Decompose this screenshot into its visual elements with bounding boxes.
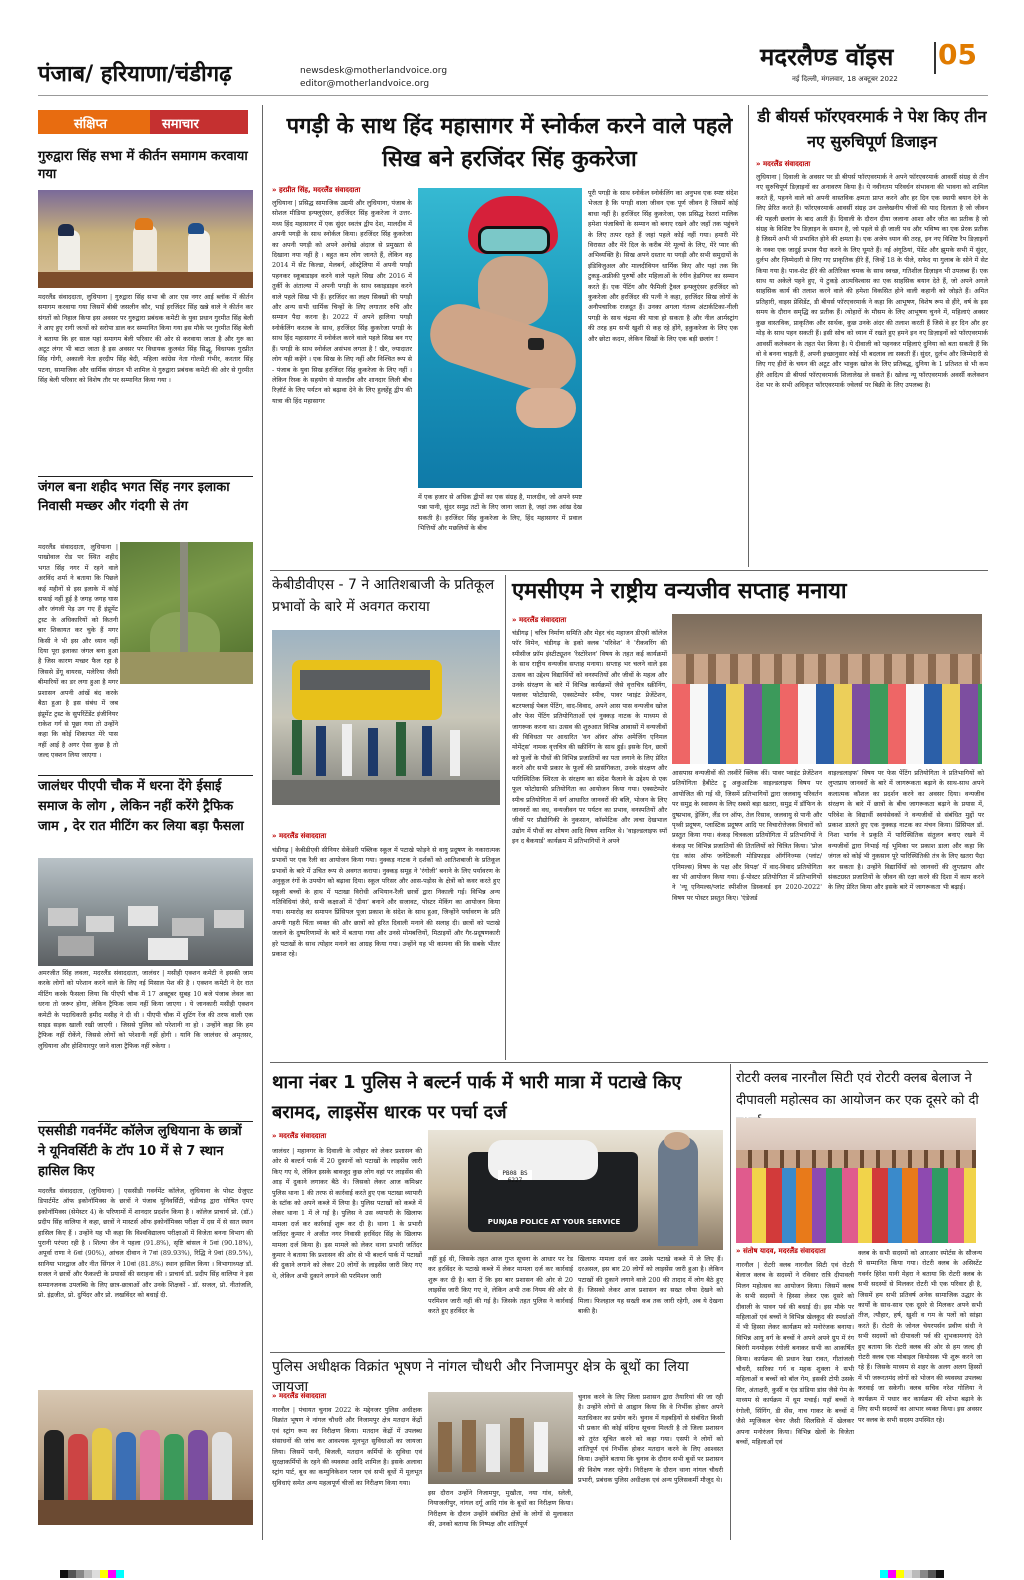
- police-body-col2: चुनाव करने के लिए जिला प्रशासन द्वारा तैयारियां की जा रही है। उन्होंने लोगों से आह्वान किया कि वे निर्भीक होकर अपने मताधिकार का प्रयोग करें। चुनाव में गड़बड़ियों से संबंधित किसी भी प्रकार की कोई संदिग्ध सूचना मिलती है तो जिला प्रशासन को तुरंत सूचित करने को कहा गया। एसपी ने लोगों को शांतिपूर्ण एवं निर्भीक होकर मतदान करने के लिए आश्वस्त किया। उन्होंने बताया कि चुनाव के दौरान सभी बूथों पर प्रशासन की विशेष नजर रहेगी। निरीक्षण के दौरान थाना नांगल चौधरी प्रभारी, प्रबंधक पुलिस अधीक्षक एवं अन्य पुलिसकर्मी मौजूद थे।: [578, 1393, 723, 1485]
- brief-tab: [38, 110, 248, 134]
- masthead-rule: [38, 95, 988, 96]
- kbd-photo: [272, 630, 500, 805]
- lead-byline: » हरप्रीत सिंह, मदरलैंड संवाददाता: [272, 186, 361, 194]
- column-rule: [262, 105, 263, 1540]
- email-editor[interactable]: editor@motherlandvoice.org: [300, 79, 430, 89]
- rotary-headline: रोटरी क्लब नारनौल सिटी एवं रोटरी क्लब बेलाज ने दीपावली महोत्सव का आयोजन कर एक दूसरे को दी: [736, 1071, 979, 1108]
- lead-body-col1: लुधियाना | प्रसिद्ध सामाजिक उद्यमी और लुधियाना, पंजाब के सोशल मीडिया इन्फ्लुएंसर, हरजिंदर सिंह कुकरेजा ने उत्तर-मध्य हिंद महासागर में एक सुंदर स्वतंत्र द्वीप देश, मालदीव में अपनी पगड़ी के साथ स्नोर्कल किया। हरजिंदर सिंह कुकरेजा का अपनी पगड़ी को अपने अनोखे अंदाज से प्रमुखता से दिखाना नया नहीं है । बहुत कम लोग जानते हैं, लेकिन वह 2014 में सेंट किल्डा, मेलबर्न, ऑस्ट्रेलिया में अपनी पगड़ी पहनकर स्कूबाडाइव करने वाले पहले सिख और 2016 में तुर्की के अंताल्या में अपनी पगड़ी के साथ स्काइडाइव करने वाले पहले सिख भी हैं। हरजिंदर का लक्ष्य सिक्खों की पगड़ी और अन्य सभी धार्मिक चिन्हों के लिए लगातार रुचि और सम्मान पैदा करना है। 2022 में अपने हालिया पगड़ी स्नोर्कलिंग करतब के साथ, हरजिंदर सिंह कुकरेजा पगड़ी के साथ हिंद महासागर में स्नोर्कल करने वाले पहले सिख बन गए हैं। पगड़ी के साथ स्नोर्कल असंभव लगता है ! खैर, ज्यादातर लोग यही कहेंगे । एक सिख के लिए नहीं और निश्चित रूप से - पंजाब के युवा सिख हरजिंदर सिंह कुकरेजा के लिए नहीं । लेकिन रिस्क के सहयोग से मालदीव और शानदार लिली बीच रिज़ॉर्ट के लिए पर्यटन को बढ़ावा देने के लिए हुलहेंहू द्वीप की यात्रा की हिंद महासागर: [272, 199, 412, 405]
- brief2-photo: [120, 542, 253, 684]
- brief-tab-left: संक्षिप्त: [38, 110, 150, 134]
- rotary-body-col2: क्लब के सभी सदस्यों को आरआर स्पोर्टस के सौजन्य से सम्मानित किया गया। रोटरी क्लब के असिस्टेंट गवर्नर हिरेश यानी मेहरा ने बताया कि रोटरी क्लब के सभी सदस्यों से मिलकर रोटरी भी एक परिवार ही है, जिसमें हम सभी प्रतिवर्ष अनेक सामाजिक उद्धार के कार्यों के साथ-साथ एक दूसरे से मिलकर अपने सभी तीज, त्यौहार, हर्ष, खुशी व गम के पलों को सांझा करते हैं। रोटरी के जोनल चेयरपर्सन प्रवीण संधी ने सभी सदस्यों को दीपावली पर्व की शुभकामनाएं देते हुए बताया कि रोटरी क्लब की ओर से हम जल्द ही रोटरी क्लब एक मोबाइल कियोसक भी शुरू करने जा रहे हैं। जिसके माध्यम से शहर के अलग अलग हिस्सों में भी जरूरतमंद लोगों को भोजन की व्यवस्था उपलब्ध करवाई जा सकेगी। क्लब सचिव नरेश गोलिया ने कार्यक्रम में पधार कर कार्यक्रम की शोभा बढ़ाने के लिए सभी सदस्यों का आभार व्यक्त किया। इस अवसर पर क्लब के सभी सदस्य उपस्थित रहे।: [858, 1249, 982, 1424]
- column-rule: [505, 575, 506, 1060]
- police-body-col3: इस दौरान उन्होंने निजामपुर, मुखौता, नया गांव, स्लेली, नियाजलीपुर, नांगल दर्गू आदि गांव के बूथों का निरीक्षण किया। निरीक्षण के दौरान उन्होंने संबंधित क्षेत्रों के लोगों से मुलाकात की, उनको बताया कि निष्पक्ष और शांतिपूर्ण: [428, 1489, 573, 1529]
- lead-body-col3: पूरी पगड़ी के साथ स्नोर्कल स्नोर्कलिंग का अनुभव एक स्पष्ट संदेश भेजता है कि पगड़ी वाला जीवन एक पूर्ण जीवन है जिसमें कोई बाधा नहीं है। हरजिंदर सिंह कुकरेजा, एक प्रसिद्ध रेस्तरां मालिक हमेशा पंजाबियों के सम्मान को बनाए रखने और जहाँ तक पहुंचने के लिए तत्पर रहते हैं जहां पहले कोई नहीं गया। हमारी मेरे विरासत और मेरे दिल के करीब मेरे मूल्यों के लिए, मेरे प्यार की अभिव्यक्ति है। सिख अपने दस्तार या पगड़ी और सभी समुदायों के इंडिविजुअल और मालदीवियन धार्मिक किए और यहां तक कि टुकड़ू-अफ्रीकी पुरुषों और महिलाओं के रंगीन हेडगियर का सम्मान करते हैं। एक पेंटिंग और फैमिली ट्रैवल इन्फ्लुएंसर हरजिंदर को कुकरेजा और हरजिंदर की पत्नी ने कहा, हरजिंदर सिख लोगों के अनौपचारिक राजदूत हैं। उनका अगला गंतव्य अंटार्कटिका-नीली पगड़ी के साथ चंद्रमा की यात्रा हो सकता है और नील आर्मस्ट्रांग की तरह हम सभी खुशी से कह रहे होंगे, हकुकरेजा के लिए एक और छोटा कदम, लेकिन सिखों के लिए एक बड़ी छलांग !: [588, 189, 738, 343]
- rotary-byline: » संतोष यादव, मदरलैंड संवाददाता: [736, 1247, 826, 1255]
- debeers-body: लुधियाना | दिवाली के अवसर पर डी बीयर्स फॉरएवरमार्क ने अपने फॉरएवरमार्क आवर्सी संग्रह से तीन नए सुरुचिपूर्ण डिज़ाइनों का अनावरण किया है। ये नवीनतम परिवर्धन संभावना की भावना को शामिल करते हैं, पहनने वाले को अपनी वास्तविक क्षमता प्राप्त करने और हर दिन एक स्थायी बयान देने के लिए प्रेरित करते हैं। फॉरएवरमार्क आवर्सी संग्रह उन उल्लेखनीय चीजों की याद दिलाता है जो जीवन की पहली छलांग के बाद आती हैं। दिवाली के दौरान दीया जलाना आशा और जीत का प्रतीक है जो संग्रह के विशिष्ट रैप डिज़ाइन के समान है, जो पहले से ही जाली पथ और भविष्य का एक प्रेरक प्रतीक है जिसमें अभी भी प्रभावित होने की क्षमता है। एक अजेय ध्यान की तरह, इन नए विशिष्ट रैप डिज़ाइनों के नक्श एक जादुई प्रभाव पैदा करने के लिए घूमते हैं। नई अंगूठियां, पेंडेंट और झुमके सभी में सुंदर, दुर्लभ और ज़िम्मेदारी से लिए गए प्राकृतिक हीरे हैं, जिन्हें 18 के पीले, सफेद या गुलाब के सोने में सेट किया गया है। पाव-सेट हीरे की अतिरिक्त चमक के साथ स्वच्छ, गतिशील डिज़ाइन भी उपलब्ध हैं। एक साथ या अकेले पहने हुए, ये टुकड़े आत्मविश्वास का एक साहसिक बयान देते हैं, जो अपने अगले साहसिक कार्य की तलाश करने वाले की हमेशा विकसित होने वाली कहानी को जोड़ते हैं। अमित प्रतिहारी, वाइस प्रेसिडेंट, डी बीयर्स फॉरएवरमार्क ने कहा कि आभूषण, विशेष रूप से हीरे, वर्ष के इस समय के दौरान समृद्धि का प्रतीक हैं। त्योहारों के मौसम के लिए आभूषण चुनने में, महिलाएं अक्सर कुछ वास्तविक, प्राकृतिक और सार्थक, कुछ उनके अंदर की तलाश करती हैं जिसे वे हर दिन और हर मोड़ के साथ पहन सकती हैं। इसी सोच को ध्यान में रखते हुए हमने इन नए डिज़ाइनों को फॉरएवरमार्क आवर्सी कलेक्शन के तहत पेश किया है। ये दीवाली को पहनकर महिलाएं दुनिया को बता सकती हैं कि वो वे बनना चाहती हैं, अपनी इच्छानुसार कोई भी बदलाव ला सकती हैं। सुंदर, दुर्लभ और जिम्मेदारी से लिए गए हीरों के चयन की अटूट और भावुक खोज के लिए प्रतिबद्ध, दुनिया के 1 प्रतिशत से भी कम हीरे आदित्य डी बीयर्स फॉरएवरमार्क शिलालेख ले सकते हैं। खोल्ड न्यू फॉरएवरमार्क अवर्सी कलेक्शन देश भर के सभी अधिकृत फॉरएवरमार्क ज्वेलर्स पर बिक्री के लिए उपलब्ध है।: [756, 173, 988, 390]
- mcm-body-col2: आसपास वन्यजीवों की तस्वीरें क्लिक कीं। पावर प्वाइंट प्रेजेंटेशन प्रतियोगिता हैबीटेट ट्रू अकुआटिक वाइल्डलाइफ विषय पर आयोजित की गई थी, जिसमें प्रतिभागियों द्वारा जलवायु परिवर्तन पर समुद्र के स्वास्थ्य के लिए सबसे बड़ा खतरा, समुद्र में डॉफिन के दुष्प्रभाव, ड्रेजिंग, लैंड रन ऑफ, तेल रिसाव, जलवायु से पानी और पृथ्वी प्रदूषण, प्लास्टिक प्रदूषण आदि पर विचारोत्तेजक विचारों को प्रस्तुत किया गया। कंकड़ चित्रकला प्रतियोगिता में प्रतिभागियों ने कंकड़ पर विभिन्न प्रजातियों की तितलियों को चित्रित किया। 'प्रोज एंड कांस ऑफ जनेटिकली मोडिफाइड ऑर्गनिज्म्स (प्लांट/एनिमल्स) विषय के पक्ष और विपक्ष' में वाद-विवाद प्रतियोगिता का भी आयोजन किया गया। ई-पोस्टर प्रतियोगिता में प्रतिभागियों ने 'न्यू एनिमल्स/प्लांट स्पीशीज डिस्कवर्ड इन 2020-2022' विषय पर पोस्टर प्रस्तुत किए। 'एंडेजर्ड: [672, 769, 822, 902]
- page-number: 05: [938, 38, 977, 71]
- column-rule: [748, 105, 749, 567]
- thana-body-col3: खिलाफ मामला दर्ज कर उसके पटाखे कब्जे में ले लिए हैं। दरअसल, इस बार 20 लोगों को लाइसेंस जारी हुआ है। लेकिन पटाखों की दुकाने लगाने वाले 200 की तादाद में लोग बैठे हुए हैं। जिसको लेकर आज प्रशासन का सख्त रवैया देखने को मिला। फिलहाल यह सख्ती कब तक जारी रहेगी, अब ये देखना बाकी है।: [578, 1255, 723, 1316]
- police-byline: » मदरलैंड संवाददाता: [272, 1392, 327, 1400]
- rotary-body-col1: नारनौल | रोटरी क्लब नारनौल सिटी एवं रोटरी बेलाज क्लब के सदस्यों ने रविवार रात्रि दीपावली मिलन महोत्सव का आयोजन किया। जिसमें क्लब के सभी सदस्यों ने हिस्सा लेकर एक दूसरे को दीवाली के पावन पर्व की बधाई दी। इस मौके पर महिलाओं एवं बच्चों ने विभिन्न खेलकूद की स्पर्धाओं में भी हिस्सा लेकर कार्यक्रम को मनोरंजक बनाया। विभिन्न आयु वर्ग के बच्चों ने अपने अपने ग्रुप में रंग बिरंगी मनमोहक रंगोली बनाकर सभी का आकर्षित किया। कार्यक्रम की प्रधान रेखा रावत, गीतांजली चौधरी, सारिका गर्ग व महक शुक्ला ने सभी महिलाओं व बच्चों को बॉल गेम, इसकी टोपी उसके सिर, अंताक्षरी, कुर्सी व एंड डांडिया डांस जैसे गेम के माध्यम से कार्यक्रम में धूम मचाई। यहाँ बच्चों ने रंगोली, सिंगिंग, डी सेंस, नाच गाकर के बच्चों में जैसे म्यूजिकल चेयर जैसी सिलसिले में खेलकर अपना मनोरंजन किया। विभिन्न खेलों के विजेता बच्चों, महिलाओं एवं: [736, 1261, 854, 1446]
- police-body-col1: नारनौल | पंचायत चुनाव 2022 के मद्देनजर पुलिस अधीक्षक विक्रांत भूषण ने नांगल चौधरी और निजामपुर क्षेत्र मतदान केंद्रों एवं स्ट्रांग रूम का निरीक्षण किया। मतदान केंद्रों में उपलब्ध संसाधनों की जांच कर आवश्यक मूलभूत सुविधाओं का जायजा लिया। जिसमें पानी, बिजली, मतदान कर्मियों के सुविधा एवं सुरक्षाकर्मियों के रहने की व्यवस्था आदि शामिल है। इसके अलावा स्ट्रांग पार्ट, बूथ का कम्युनिकेशन प्लान एवं सभी बूथों में मूलभूत सुविधाएं समेत अन्य महत्वपूर्ण चीजों का निरीक्षण किया गया।: [272, 1406, 422, 1487]
- brief2-body-top: मदरलैंड संवाददाता, लुधियाना | पाखोवाल रोड पर स्थित शहीद भगत सिंह नगर में रहने वाले अरविंद शर्मा ने बताया कि पिछले कई महीनों से इस इलाके में कोई सफाई नहीं हुई है जगह जगह घास और जंगली पेड़ उग गए हैं इंप्रूमेंट ट्रस्ट के अधिकारियों को कितनी बार शिकायत कर चुके हैं मगर किसी ने भी इस और ध्यान नहीं दिया पूरा इलाका जंगल बना हुआ है जिस कारण मच्छर फैल रहा है जिससे डेंगू वायरस, मलेरिया जैसी बीमारियों का डर लगा हुआ है मगर प्रशासन अपनी आंखें बंद करके बैठा हुआ है इस संबंध में जब इंप्रूमेंट ट्रस्ट के सुपरिंटेंडेंट इंजीनियर राकेश गर्ग से पूछा गया तो उन्होंने कहा कि कोई शिकायत मेरे पास नहीं आई है अगर ऐसा कुछ है तो जल्द एक्शन लिया जाएगा ।: [38, 543, 118, 760]
- mcm-photo: [672, 614, 982, 764]
- police-photo: [428, 1392, 573, 1484]
- brief3-body: अमरजीत सिंह लवला, मदरलैंड संवाददाता, जालंधर | मसीही एक्शन कमेटी ने इसकी जाम करके लोगों को परेशान करने वाले के लिए नई मिसाल पेश की है । एक्शन कमेटी ने देर रात मीटिंग करके फैसला लिया कि पीएपी चौक में 17 अक्टूबर सुबह 10 बजे पंजाब लेवल का धरना तो जरूर होगा, लेकिन ट्रैफिक जाम नहीं किया जाएगा । ये जानकारी मसीही एक्शन कमेटी के पदाधिकारी हमीद मसीह ने दी थी । पीएपी चौक में शुटिंग रेंज की तरफ वाली एक साइड सड़क खाली रखी जाएगी । जिससे पुलिस को परेशानी ना हो । उन्होंने कहा कि हम ट्रैफिक नहीं रोकेंगे, जिससे लोगों को परेशानी नहीं होगी । यानि कि जालंधर से अमृतसर, लुधियाना और होशियारपुर जाने वाला ट्रैफिक नहीं रुकेगा ।: [38, 969, 253, 1050]
- brief4-body: मदरलैंड संवाददाता, (लुधियाना) | एससीडी गवर्नमेंट कॉलेज, लुधियाना के पोस्ट ग्रेजुएट डिपार्टमेंट ऑफ इकोनॉमिक्स के छात्रों ने पंजाब यूनिवर्सिटी, चंडीगढ़ द्वारा घोषित एमए इकोनॉमिक्स (सेमेस्टर 4) के परिणामों में शानदार प्रदर्शन किया है । कॉलेज प्राचार्य प्रो. (डॉ.) प्रदीप सिंह वालिया ने कहा, छात्रों ने मास्टर्स ऑफ इकोनॉमिक्स परीक्षा में दस में से सात स्थान हासिल किए हैं । उन्होंने यह भी कहा कि विश्वविद्यालय परीक्षाओं में विजेता बनना विभाग की पुरानी परंपरा रही है । शिल्पा जैन ने पहला (91.8%), सृष्टि बांसल ने 5वां (90.18%), अपूर्वा राणा ने 6वां (90%), आंचल दीवान ने 7वां (89.93%), रिद्धि ने 9वां (89.5%), सानिया भारद्वाज और नीत सिंगल ने 10वां (81.8%) स्थान हासिल किया । विभागाध्यक्ष डॉ. सजल ने छात्रों और फैकल्टी के प्रयासों की सराहना की । प्राचार्य डॉ. प्रदीप सिंह वालिया ने इस सम्मानजनक उपलब्धि के लिए छात्र-छात्राओं और उनके शिक्षकों - डॉ. सजल, प्रो. नीतांजलि, प्रो. इंद्रजीत, प्रो. दुपिंदर और प्रो. लखविंदर को बधाई दी.: [38, 1187, 253, 1300]
- brief-divider: [38, 476, 253, 477]
- thana-body-col1: जालंधर | महानगर के दिवाली के त्यौहार को लेकर प्रशासन की ओर से बल्टर्न पार्क में 20 दुकानों को पटाखों के लाइसेंस जारी किए गए थे, लेकिन इसके बावजूद कुछ लोग वहां पर लाइसेंस की आड़ में दुकाने लगाकर बैठे थे। जिसको लेकर आज कमिश्नर पुलिस थाना 1 की तरफ से कार्रवाई करते हुए एक पटाखा व्यापारी के स्टॉक को अपने कब्जे में लिया है। पुलिस पटाखों को कब्जे में लेकर थाना 1 में ले गई है। पुलिस ने उस व्यापारी के खिलाफ मामला दर्ज कर कार्रवाई शुरू कर दी है। थाना 1 के प्रभारी जतिंदर कुमार ने अजीत नगर निवासी हरविंदर सिंह के खिलाफ मामला दर्ज किया है। इस मामले को लेकर थाना प्रभारी जतिंदर कुमार ने बताया कि प्रशासन की ओर से भी बल्टर्न पार्क में पटाखों की दुकाने लगाने को लेकर 20 लोगों के लाइसेंस जारी किए गए थे, लेकिन अभी दुकाने लगाने की परमिशन जारी: [272, 1147, 422, 1280]
- email-newsdesk[interactable]: newsdesk@motherlandvoice.org: [300, 66, 448, 76]
- lead-body-col2: में एक हजार से अधिक द्वीपों का एक संग्रह है, मालदीव, जो अपने स्पष्ट पन्ना पानी, सुंदर समुद्र तटों के लिए जाना जाता है, जहां तक आंख देख सकती है। हरजिंदर सिंह कुकरेजा के लिए, हिंद महासागर में प्रवाल भित्तियों और मछलियों के बीच: [418, 493, 582, 533]
- rotary-photo: [736, 1118, 976, 1243]
- brief1-body: मदरलैंड संवाददाता, लुधियाना | गुरुद्वारा सिंह सभा बी आर एस नगर आई ब्लॉक में कीर्तन समागम करवाया गया जिसमें बीबी जसलीन कौर, भाई हरजिंदर सिंह खन्ने वाले ने कीर्तन कर संगतों को निहाल किया इस अवसर पर गुरुद्वारा प्रबंधक कमेटी के युवा प्रधान गुरमीत सिंह बेली ने आए हुए रागी जत्थों को सरोपा डाल कर सम्मानित किया गया इस मौके पर गुरमीत सिंह बेली ने बताया कि हर साल यहां समागम बेली परिवार की ओर से करवाया जाता है और गुरु का अटूट लंगर भी बाटा जाता है इस अवसर पर विधायक कुलवंत सिंह सिद्धू, विधायक गुरप्रीत सिंह गोगी, अकाली नेता हरदीप सिंह बेदी, महिला कांग्रेस नेता गोल्डी गंभीर, करतार सिंह पटना, सामाजिक और धार्मिक संगठन भी शामिल थे गुरुद्वारा प्रबंधक कमेटी की ओर से गुरमीत सिंह बेली परिवार को विशेष तौर पर सम्मानित किया गया ।: [38, 293, 253, 385]
- registration-strip-left: [60, 1570, 124, 1578]
- kbd-headline: केबीडीवीएस - 7 ने आतिशबाजी के प्रतिकूल प्रभावों के बारे में अवगत कराया: [272, 577, 495, 615]
- thana-headline: थाना नंबर 1 पुलिस ने बल्टर्न पार्क में भारी मात्रा में पटाखे किए बरामद, लाइसेंस धारक पर पर्चा दर्ज: [272, 1072, 682, 1123]
- column-rule: [730, 1064, 731, 1540]
- mcm-body-col1: चंडीगढ़ | चरित्र निर्माण समिति और मेहर चंद महाजन डीएवी कॉलेज फॉर विमेन, चंडीगढ़ के इको क्लब 'परिवेश' ने 'रीकवरिंग की स्पीसीज फ्रॉम इंस्टीट्यूशन 'रेस्टोरेशन' विषय के तहत कई कार्यक्रमों के साथ राष्ट्रीय वन्यजीव सप्ताह मनाया। सप्ताह भर चलने वाले इस उत्सव का उद्देश्य विद्यार्थियों को वनस्पतियों और जीवों के महत्व और उनके संरक्षण के बारे में विभिन्न कार्यक्रमों जैसे वृत्तचित्र स्क्रीनिंग, फ्लावर फोटोग्राफी, एक्सटेम्पोर स्पीच, पावर प्वाइंट प्रेजेंटेशन, बटरफ्लाई पेबल पेंटिंग, वाद-विवाद, अपने आस पास वन्यजीव खोज और फेस पेंटिंग प्रतियोगिताओं एवं नुक्कड़ नाटक के माध्यम से जागरूक करना था। उत्सव की शुरुआत विभिन्न आवासों में वन्यजीवों की विविधता पर आधारित 'वन ऑवर ऑफ अमेजिंग एनिमल मोमेंट्स' नामक वृत्तचित्र की स्क्रीनिंग के साथ हुई। इसके दिन, छात्रों को फूलों के पौधों की विभिन्न प्रजातियों का पता लगाने के लिए प्रेरित करने और सभी प्रकार के फूलों की प्रासंगिकता, उनके संरक्षण और पारिस्थितिक स्थिरता के संरक्षण का संदेश फैलाने के उद्देश्य से एक फूल फोटोग्राफी प्रतियोगिता का आयोजन किया गया। एक्सटेम्पोर स्पीच प्रतियोगिता में वर्ग आधारित जानवरों की बलि, भोजन के लिए जानवरों का वध, वन्यजीवन पर पर्यटन का प्रभाव, वनस्पतियों और जीवों पर प्रौद्योगिकी के नुकसान, कॉस्मेटिक और त्वचा देखभाल उद्योग में पौधों का शोषण आदि विषय शामिल थे। 'वाइल्डलाइफ स्पॉ इन द बैकयार्ड' कार्यक्रम में प्रतिभागियों ने अपने: [512, 629, 667, 846]
- brief4-photo: [38, 1390, 253, 1525]
- brief3-title: जालंधर पीएपी चौक में धरना देंगे ईसाई समाज के लोग , लेकिन नहीं करेंगे ट्रैफिक जाम , देर रात मीटिंग कर लिया बड़ा फैसला: [38, 779, 244, 834]
- brief1-photo: [38, 190, 253, 288]
- vehicle-text: PUNJAB POLICE AT YOUR SERVICE: [474, 1216, 634, 1228]
- brief-tab-right: समाचार: [150, 110, 248, 134]
- lead-headline: पगड़ी के साथ हिंद महासागर में स्नोर्कल करने वाले पहले सिख बने हरजिंदर सिंह कुकरेजा: [286, 114, 733, 172]
- kbd-byline: » मदरलैंड संवाददाता: [272, 832, 327, 840]
- police-headline: पुलिस अधीक्षक विक्रांत भूषण ने नांगल चौधरी और निजामपुर क्षेत्र के बूथों का लिया जायजा: [272, 1359, 689, 1395]
- mcm-headline: एमसीएम ने राष्ट्रीय वन्यजीव सप्ताह मनाया: [512, 579, 847, 604]
- thana-photo: [428, 1130, 723, 1250]
- debeers-byline: » मदरलैंड संवाददाता: [756, 160, 811, 168]
- section-rule: [270, 1352, 725, 1353]
- brief1-title: गुरुद्वारा सिंह सभा में कीर्तन समागम करवाया गया: [38, 149, 248, 182]
- paper-name: मदरलैण्ड वॉइस: [760, 43, 894, 71]
- section-title: पंजाब/ हरियाणा/चंडीगढ़: [38, 62, 232, 87]
- mcm-body-col3: वाइल्डलाइफ' विषय पर फेस पेंटिंग प्रतियोगिता ने प्रतिभागियों को लुप्तप्राय जानवरों के बारे में जागरूकता बढ़ाने के साथ-साथ अपने कलात्मक कौशल का प्रदर्शन करने का अवसर दिया। वन्यजीव संरक्षण के बारे में छात्रों के बीच जागरूकता बढ़ाने के प्रयास में, परिवेश के विद्यार्थी स्वयंसेवकों ने वन्यजीवों से संबंधित मुद्दों पर प्रकाश डालते हुए एक नुक्कड़ नाटक का मंचन किया। प्रिंसिपल डॉ. निशा भार्गव ने प्रकृति में पारिस्थितिक संतुलन बनाए रखने में वन्यजीवों द्वारा निभाई गई भूमिका पर प्रकाश डाला और कहा कि जंगल को कोई भी नुकसान पूरे पारिस्थितिकी तंत्र के लिए खतरा पैदा कर सकता है। उन्होंने विद्यार्थियों को जानवरों की लुप्तप्राय और संकटग्रस्त प्रजातियों के जीवन की रक्षा करने की दिशा में काम करने के लिए प्रेरित किया और इसके बारे में जागरूकता भी बढ़ाई।: [828, 769, 984, 892]
- brief2-title: जंगल बना शहीद भगत सिंह नगर इलाका निवासी मच्छर और गंदगी से तंग: [38, 480, 230, 514]
- vehicle-plate: PB08 BS 6227: [498, 1170, 532, 1180]
- thana-byline: » मदरलैंड संवाददाता: [272, 1132, 327, 1140]
- brief4-title: एससीडी गवर्नमेंट कॉलेज लुधियाना के छात्रों ने यूनिवर्सिटी के टॉप 10 में से 7 स्थान हासिल किए: [38, 1124, 242, 1179]
- debeers-headline: डी बीयर्स फॉरएवरमार्क ने पेश किए तीन नए सुरुचिपूर्ण डिजाइन: [757, 107, 987, 151]
- registration-strip-right: [880, 1570, 944, 1578]
- dateline: नई दिल्ली, मंगलवार, 18 अक्टूबर 2022: [792, 75, 898, 83]
- section-rule: [270, 570, 988, 571]
- kbd-body: चंडीगढ़ | केबीडीएवी सीनियर सेकेंडरी पब्लिक स्कूल में पटाखे फोड़ने से वायु प्रदूषण के नकारात्मक प्रभावों पर एक रैली का आयोजन किया गया। नुक्कड़ नाटक ने दर्शकों को आतिशबाजी के प्रतिकूल प्रभावों के बारे में उचित रूप से अवगत कराया। नुक्कड़ समूह ने 'रंगोली' बनाने के लिए पर्यावरण के अनुकूल रंगों के उपयोग को बढ़ावा दिया। स्कूल परिसर और आस-पड़ोस के क्षेत्रों को कवर करते हुए स्कूली बच्चों के हाथ में पटाखा विरोधी अभियान-रैली छात्रों द्वारा निकाली गई। विभिन्न अन्य गतिविधियां जैसे, सभी कक्षाओं में 'दीया' बनाने और सजावट, पोस्टर मेकिंग का आयोजन किया गया। समारोह का समापन प्रिंसिपल पूजा प्रकाश के संदेश के साथ हुआ, जिन्होंने पर्यावरण के प्रति अपनी गहरी चिंता व्यक्त की और छात्रों को हरित दिवाली मनाने की सलाह दी। छात्रों को पटाखे जलाने के दुष्परिणामों के बारे में बताया गया और उनसे मोमबत्तियों, मिठाइयों और गैर-प्रदूषणकारी हरे पटाखों के साथ त्योहार मनाने का आग्रह किया गया। उन्होंने यह भी कामना की कि सबके भीतर प्रकाश रहे।: [272, 846, 500, 959]
- mcm-byline: » मदरलैंड संवाददाता: [512, 616, 567, 624]
- brief-divider: [38, 775, 253, 776]
- brief3-photo: [38, 858, 253, 966]
- section-rule: [270, 1062, 988, 1063]
- masthead-divider: [934, 42, 936, 74]
- lead-photo: [418, 188, 582, 488]
- thana-body-col2: नहीं हुई थी, जिसके तहत आज गुप्त सूचना के आधार पर रेड कर हरविंदर के पटाखे कब्जे में लेकर मामला दर्ज कर कार्रवाई शुरू कर दी है। बता दें कि इस बार प्रशासन की ओर से 20 लाइसेंस जारी किए गए थे, लेकिन अभी तक नियम की ओर से परमिशन जारी नहीं की गई है। जिसके तहत पुलिस ने कार्रवाई करते हुए हरविंदर के: [428, 1255, 573, 1316]
